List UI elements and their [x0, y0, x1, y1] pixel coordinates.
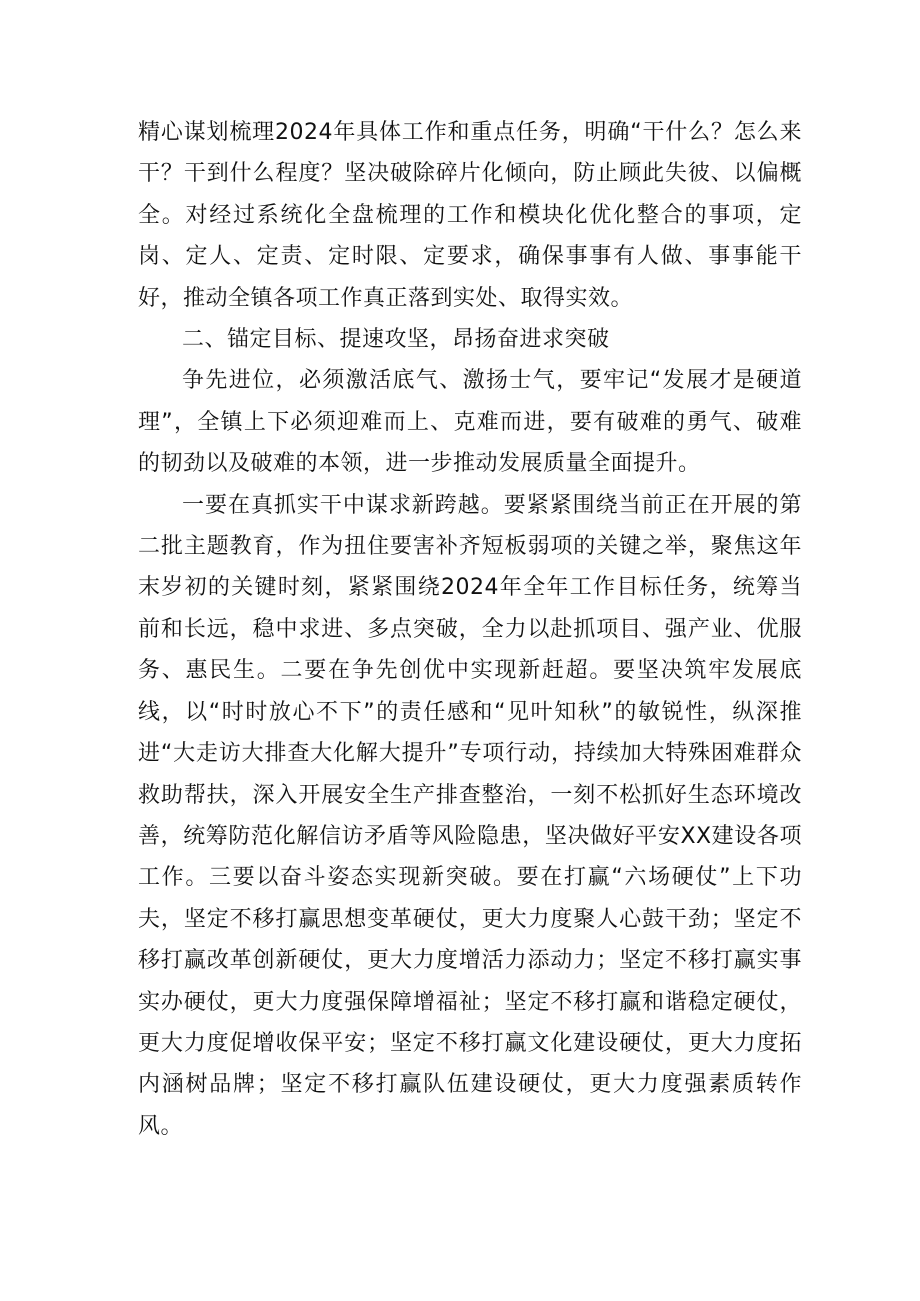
paragraph-continuation: 精心谋划梳理2024年具体工作和重点任务，明确“干什么？怎么来干？干到什么程度？坚决破除碎片化倾向，防止顾此失彼、以偏概全。对经过系统化全盘梳理的工作和模块化优化整合的事项，定岗、定人、定责、定时限、定要求，确保事事有人做、事事能干好，推动全镇各项工作真正落到实处、取得实效。	[138, 120, 802, 311]
paragraph: 一要在真抓实干中谋求新跨越。要紧紧围绕当前正在开展的第二批主题教育，作为扭住要害补齐短板弱项的关键之举，聚焦这年末岁初的关键时刻，紧紧围绕2024年全年工作目标任务，统筹当前和长远，稳中求进、多点突破，全力以赴抓项目、强产业、优服务、惠民生。二要在争先创优中实现新赶超。要坚决筑牢发展底线，以“时时放心不下”的责任感和“见叶知秋”的敏锐性，纵深推进“大走访大排查大化解大提升”专项行动，持续加大特殊困难群众救助帮扶，深入开展安全生产排查整治，一刻不松抓好生态环境改善，统筹防范化解信访矛盾等风险隐患，坚决做好平安XX建设各项工作。三要以奋斗姿态实现新突破。要在打赢“六场硬仗”上下功夫，坚定不移打赢思想变革硬仗，更大力度聚人心鼓干劲；坚定不移打赢改革创新硬仗，更大力度增活力添动力；坚定不移打赢实事实办硬仗，更大力度强保障增福祉；坚定不移打赢和谐稳定硬仗，更大力度促增收保平安；坚定不移打赢文化建设硬仗，更大力度拓内涵树品牌；坚定不移打赢队伍建设硬仗，更大力度强素质转作风。	[138, 492, 802, 1139]
paragraph: 争先进位，必须激活底气、激扬士气，要牢记“发展才是硬道理”，全镇上下必须迎难而上、克难而进，要有破难的勇气、破难的韧劲以及破难的本领，进一步推动发展质量全面提升。	[138, 368, 802, 477]
document-body	[138, 112, 802, 1147]
section-heading: 二、锚定目标、提速攻坚，昂扬奋进求突破	[182, 327, 610, 353]
